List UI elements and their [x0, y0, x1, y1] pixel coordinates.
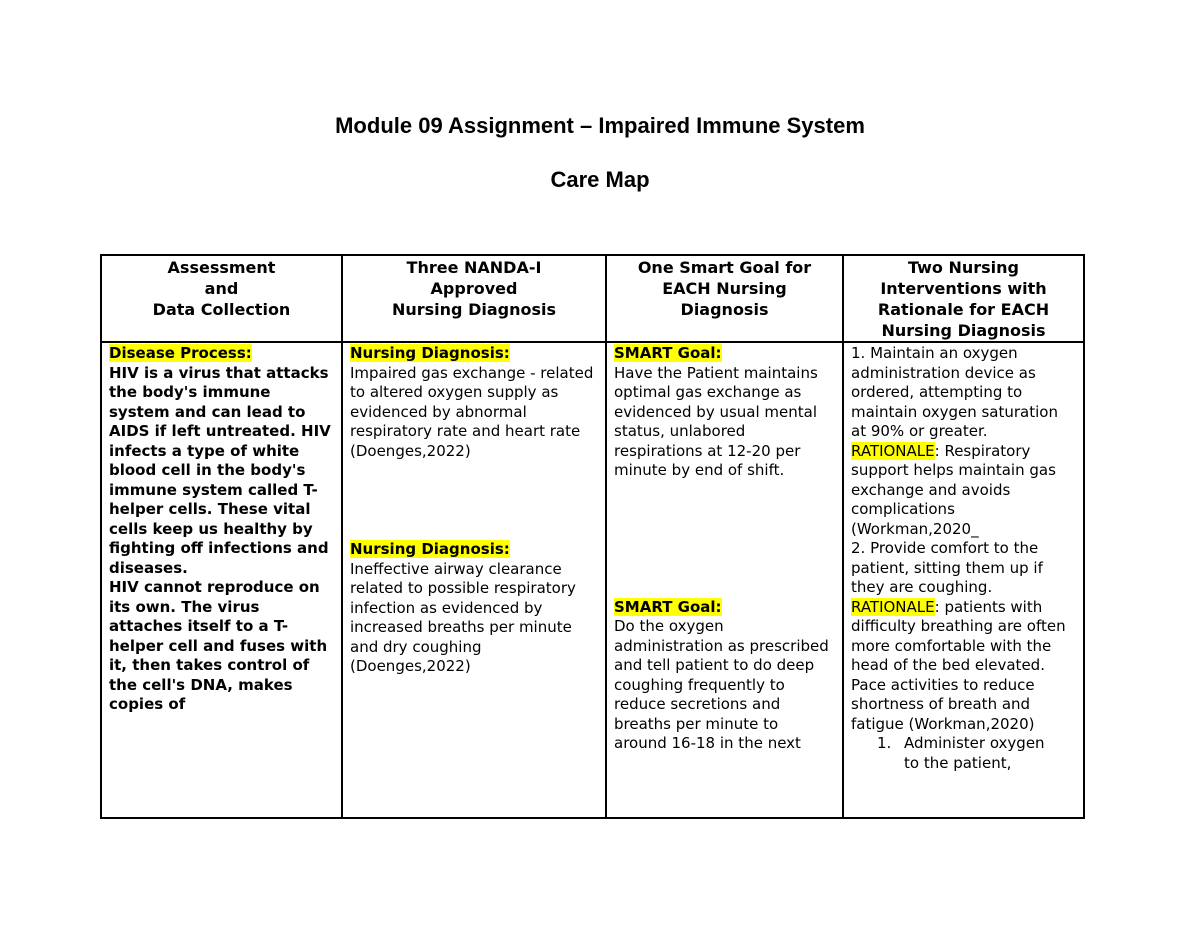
rationale-label-1: RATIONALE [851, 441, 935, 460]
goal-text-1: Have the Patient maintains optimal gas exchange as evidenced by usual mental status, unlabored respirations at 12-20 per minute by end of shift. [614, 363, 818, 479]
intervention-3-number: 1. [877, 734, 892, 752]
header-smart-goal: One Smart Goal for EACH Nursing Diagnosis [606, 255, 843, 342]
table-row [101, 342, 1084, 818]
intervention-1: 1. Maintain an oxygen administration device as ordered, attempting to maintain oxygen saturation at 90% or greater. [851, 344, 1058, 440]
diagnosis-text-1: Impaired gas exchange - related to altered oxygen supply as evidenced by abnormal respiratory rate and heart rate (Doenges,2022) [350, 363, 594, 460]
goal-label-2: SMART Goal: [614, 597, 722, 616]
disease-process-label: Disease Process: [109, 344, 252, 362]
assessment-paragraph-1: HIV is a virus that attacks the body's immune system and can lead to AIDS if left untreated. HIV infects a type of white blood cell in the body's immune system called T-helper cells. These vital cells keep us healthy by fighting off infections and diseases. [109, 363, 331, 577]
interventions-cell [843, 342, 1084, 818]
intervention-3-text: Administer oxygen to the patient, [904, 734, 1045, 772]
table-header-row [101, 255, 1084, 342]
diagnosis-text-2: Ineffective airway clearance related to possible respiratory infection as evidenced by increased breaths per minute and dry coughing (Doenges,2022) [350, 559, 576, 675]
diagnosis-label-1: Nursing Diagnosis: [350, 344, 510, 362]
page-subtitle: Care Map [550, 167, 650, 192]
page-title: Module 09 Assignment – Impaired Immune System [335, 113, 865, 138]
header-nursing-diagnosis: Three NANDA-I Approved Nursing Diagnosis [342, 255, 606, 342]
goal-cell [606, 342, 843, 818]
header-interventions: Two Nursing Interventions with Rationale for EACH Nursing Diagnosis [843, 255, 1084, 342]
assessment-paragraph-2: HIV cannot reproduce on its own. The virus attaches itself to a T-helper cell and fuses with it, then takes control of the cell's DNA, makes copies of [109, 578, 328, 713]
rationale-text-2: : patients with difficulty breathing are often more comfortable with the head of the bed elevated. Pace activities to reduce shortness of breath and fatigue (Workman,2020) [851, 597, 1066, 733]
diagnosis-label-2: Nursing Diagnosis: [350, 540, 510, 558]
rationale-2 [851, 598, 1076, 735]
diagnosis-cell [342, 342, 606, 818]
goal-text-2: Do the oxygen administration as prescribed and tell patient to do deep coughing frequently to reduce secretions and breaths per minute to around 16-18 in the next [614, 617, 829, 752]
rationale-text-1: : Respiratory support helps maintain gas exchange and avoids complications (Workman,2020_ [851, 441, 1056, 538]
assessment-cell [101, 342, 342, 818]
rationale-1 [851, 442, 1076, 540]
rationale-label-2: RATIONALE [851, 597, 935, 616]
care-map-table [100, 254, 1085, 819]
intervention-2: 2. Provide comfort to the patient, sitting them up if they are coughing. [851, 539, 1043, 596]
intervention-3 [851, 734, 1076, 773]
header-assessment: Assessment and Data Collection [101, 255, 342, 342]
goal-label-1: SMART Goal: [614, 344, 722, 362]
